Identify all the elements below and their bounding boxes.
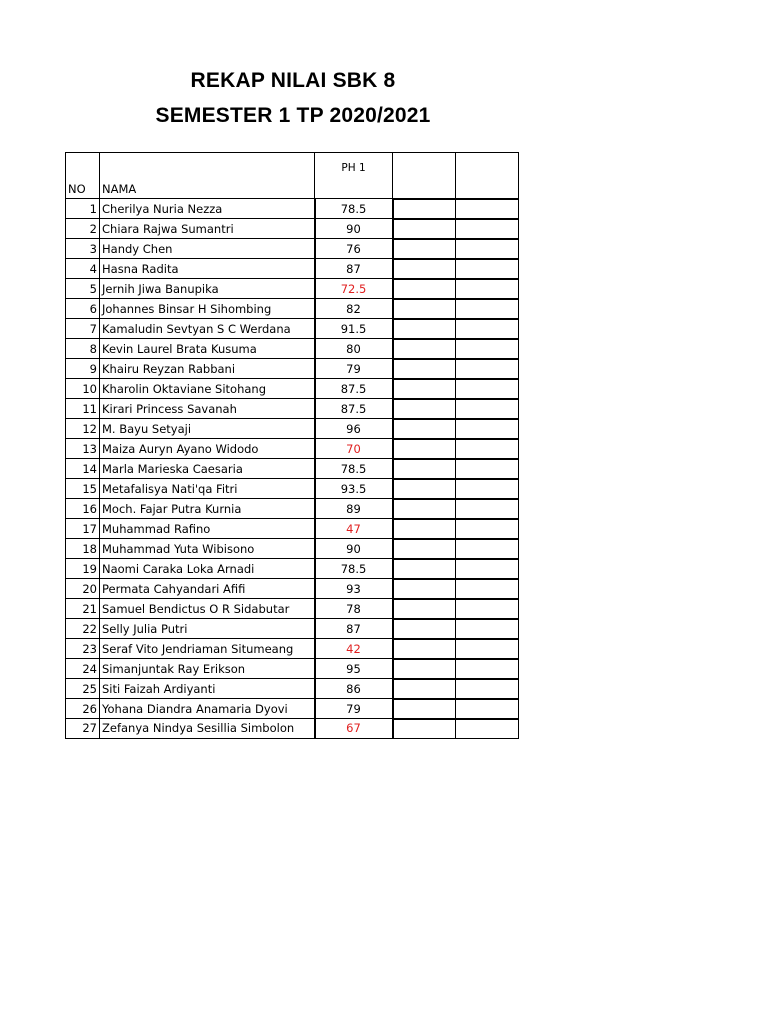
- empty-cell: [456, 539, 519, 559]
- empty-cell: [393, 499, 456, 519]
- student-name: Permata Cahyandari Afifi: [100, 579, 315, 599]
- row-number: 2: [66, 219, 100, 239]
- empty-cell: [393, 639, 456, 659]
- ph1-score: 78.5: [315, 559, 393, 579]
- table-row: [66, 459, 519, 479]
- empty-cell: [393, 399, 456, 419]
- student-name: M. Bayu Setyaji: [100, 419, 315, 439]
- student-name: Moch. Fajar Putra Kurnia: [100, 499, 315, 519]
- ph1-score: 91.5: [315, 319, 393, 339]
- empty-cell: [456, 699, 519, 719]
- empty-cell: [393, 199, 456, 219]
- ph1-score: 72.5: [315, 279, 393, 299]
- empty-cell: [393, 299, 456, 319]
- row-number: 22: [66, 619, 100, 639]
- empty-cell: [393, 659, 456, 679]
- ph1-score: 79: [315, 699, 393, 719]
- ph1-score: 79: [315, 359, 393, 379]
- empty-cell: [456, 719, 519, 739]
- empty-cell: [456, 579, 519, 599]
- table-row: [66, 659, 519, 679]
- empty-cell: [456, 659, 519, 679]
- table-row: [66, 399, 519, 419]
- empty-cell: [456, 239, 519, 259]
- row-number: 17: [66, 519, 100, 539]
- empty-cell: [393, 279, 456, 299]
- empty-cell: [456, 559, 519, 579]
- row-number: 7: [66, 319, 100, 339]
- student-name: Zefanya Nindya Sesillia Simbolon: [100, 719, 315, 739]
- empty-cell: [456, 219, 519, 239]
- empty-cell: [456, 259, 519, 279]
- student-name: Marla Marieska Caesaria: [100, 459, 315, 479]
- table-row: [66, 699, 519, 719]
- row-number: 19: [66, 559, 100, 579]
- row-number: 26: [66, 699, 100, 719]
- table-row: [66, 539, 519, 559]
- table-row: [66, 419, 519, 439]
- student-name: Jernih Jiwa Banupika: [100, 279, 315, 299]
- ph1-score: 86: [315, 679, 393, 699]
- row-number: 14: [66, 459, 100, 479]
- empty-cell: [393, 219, 456, 239]
- empty-cell: [456, 519, 519, 539]
- student-name: Selly Julia Putri: [100, 619, 315, 639]
- table-row: [66, 499, 519, 519]
- student-name: Samuel Bendictus O R Sidabutar: [100, 599, 315, 619]
- table-row: [66, 199, 519, 219]
- row-number: 12: [66, 419, 100, 439]
- header-empty-col-2: [456, 153, 519, 199]
- ph1-score: 96: [315, 419, 393, 439]
- ph1-score: 87: [315, 619, 393, 639]
- ph1-score: 82: [315, 299, 393, 319]
- ph1-score: 87.5: [315, 379, 393, 399]
- row-number: 6: [66, 299, 100, 319]
- ph1-score: 78.5: [315, 459, 393, 479]
- row-number: 5: [66, 279, 100, 299]
- ph1-score: 93: [315, 579, 393, 599]
- empty-cell: [456, 379, 519, 399]
- row-number: 8: [66, 339, 100, 359]
- empty-cell: [456, 359, 519, 379]
- student-name: Maiza Auryn Ayano Widodo: [100, 439, 315, 459]
- empty-cell: [456, 679, 519, 699]
- table-row: [66, 219, 519, 239]
- table-row: [66, 379, 519, 399]
- ph1-score: 80: [315, 339, 393, 359]
- ph1-score: 67: [315, 719, 393, 739]
- page-title: REKAP NILAI SBK 8: [190, 69, 396, 92]
- ph1-score: 47: [315, 519, 393, 539]
- empty-cell: [456, 279, 519, 299]
- empty-cell: [456, 479, 519, 499]
- ph1-score: 78.5: [315, 199, 393, 219]
- empty-cell: [456, 439, 519, 459]
- empty-cell: [393, 459, 456, 479]
- student-name: Johannes Binsar H Sihombing: [100, 299, 315, 319]
- table-row: [66, 579, 519, 599]
- student-name: Naomi Caraka Loka Arnadi: [100, 559, 315, 579]
- empty-cell: [456, 339, 519, 359]
- empty-cell: [393, 239, 456, 259]
- table-row: [66, 519, 519, 539]
- page-subtitle: SEMESTER 1 TP 2020/2021: [155, 104, 431, 127]
- ph1-score: 95: [315, 659, 393, 679]
- student-name: Chiara Rajwa Sumantri: [100, 219, 315, 239]
- ph1-score: 90: [315, 219, 393, 239]
- table-row: [66, 599, 519, 619]
- empty-cell: [393, 539, 456, 559]
- table-row: [66, 619, 519, 639]
- table-row: [66, 559, 519, 579]
- table-header-row: [66, 153, 519, 199]
- student-name: Seraf Vito Jendriaman Situmeang: [100, 639, 315, 659]
- table-row: [66, 679, 519, 699]
- ph1-score: 76: [315, 239, 393, 259]
- table-row: [66, 319, 519, 339]
- empty-cell: [393, 519, 456, 539]
- row-number: 15: [66, 479, 100, 499]
- grade-table: [65, 152, 519, 739]
- ph1-score: 70: [315, 439, 393, 459]
- row-number: 11: [66, 399, 100, 419]
- header-nama: NAMA: [100, 153, 315, 199]
- table-row: [66, 239, 519, 259]
- empty-cell: [393, 479, 456, 499]
- student-name: Muhammad Rafino: [100, 519, 315, 539]
- table-row: [66, 479, 519, 499]
- row-number: 10: [66, 379, 100, 399]
- empty-cell: [393, 699, 456, 719]
- ph1-score: 93.5: [315, 479, 393, 499]
- table-row: [66, 259, 519, 279]
- row-number: 21: [66, 599, 100, 619]
- ph1-score: 89: [315, 499, 393, 519]
- student-name: Muhammad Yuta Wibisono: [100, 539, 315, 559]
- row-number: 27: [66, 719, 100, 739]
- student-name: Yohana Diandra Anamaria Dyovi: [100, 699, 315, 719]
- row-number: 25: [66, 679, 100, 699]
- row-number: 3: [66, 239, 100, 259]
- row-number: 18: [66, 539, 100, 559]
- student-name: Handy Chen: [100, 239, 315, 259]
- student-name: Cherilya Nuria Nezza: [100, 199, 315, 219]
- student-name: Kamaludin Sevtyan S C Werdana: [100, 319, 315, 339]
- empty-cell: [393, 259, 456, 279]
- ph1-score: 90: [315, 539, 393, 559]
- student-name: Kevin Laurel Brata Kusuma: [100, 339, 315, 359]
- row-number: 24: [66, 659, 100, 679]
- table-row: [66, 359, 519, 379]
- empty-cell: [393, 379, 456, 399]
- student-name: Simanjuntak Ray Erikson: [100, 659, 315, 679]
- table-row: [66, 439, 519, 459]
- row-number: 20: [66, 579, 100, 599]
- empty-cell: [456, 319, 519, 339]
- empty-cell: [393, 599, 456, 619]
- empty-cell: [456, 619, 519, 639]
- empty-cell: [393, 419, 456, 439]
- empty-cell: [456, 499, 519, 519]
- empty-cell: [393, 559, 456, 579]
- ph1-score: 78: [315, 599, 393, 619]
- empty-cell: [456, 639, 519, 659]
- table-row: [66, 299, 519, 319]
- empty-cell: [393, 439, 456, 459]
- empty-cell: [456, 399, 519, 419]
- empty-cell: [456, 299, 519, 319]
- empty-cell: [456, 419, 519, 439]
- header-ph1: PH 1: [315, 153, 393, 199]
- empty-cell: [393, 359, 456, 379]
- empty-cell: [393, 339, 456, 359]
- row-number: 23: [66, 639, 100, 659]
- row-number: 13: [66, 439, 100, 459]
- ph1-score: 42: [315, 639, 393, 659]
- header-no: NO: [66, 153, 100, 199]
- ph1-score: 87.5: [315, 399, 393, 419]
- empty-cell: [393, 719, 456, 739]
- row-number: 16: [66, 499, 100, 519]
- table-row: [66, 639, 519, 659]
- student-name: Hasna Radita: [100, 259, 315, 279]
- row-number: 1: [66, 199, 100, 219]
- empty-cell: [393, 679, 456, 699]
- table-row: [66, 339, 519, 359]
- student-name: Kirari Princess Savanah: [100, 399, 315, 419]
- row-number: 9: [66, 359, 100, 379]
- header-empty-col-1: [393, 153, 456, 199]
- empty-cell: [456, 199, 519, 219]
- empty-cell: [393, 619, 456, 639]
- empty-cell: [456, 599, 519, 619]
- table-row: [66, 279, 519, 299]
- empty-cell: [393, 319, 456, 339]
- student-name: Siti Faizah Ardiyanti: [100, 679, 315, 699]
- row-number: 4: [66, 259, 100, 279]
- student-name: Metafalisya Nati'qa Fitri: [100, 479, 315, 499]
- empty-cell: [393, 579, 456, 599]
- student-name: Kharolin Oktaviane Sitohang: [100, 379, 315, 399]
- empty-cell: [456, 459, 519, 479]
- ph1-score: 87: [315, 259, 393, 279]
- table-row: [66, 719, 519, 739]
- student-name: Khairu Reyzan Rabbani: [100, 359, 315, 379]
